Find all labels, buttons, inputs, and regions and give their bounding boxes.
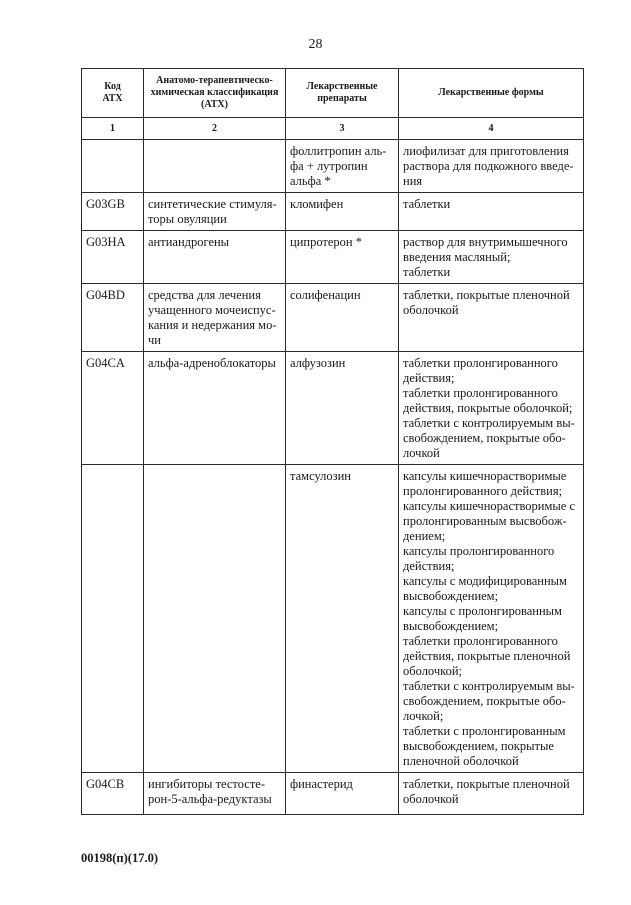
table-row [82,193,584,231]
header-dosage-forms: Лекарственные формы [399,69,584,118]
dosage-forms-cell: таблетки [399,193,584,231]
atc-classification-cell: синтетические стимуля- торы овуляции [144,193,286,231]
atc-classification-cell [144,465,286,773]
atc-classification-cell: средства для лечения учащенного мочеиспус- кания и недержания мо- чи [144,284,286,352]
dosage-forms-cell: раствор для внутримышечного введения масляный; таблетки [399,231,584,284]
drug-name-cell: алфузозин [286,352,399,465]
atc-code-cell: G04CB [82,773,144,815]
dosage-forms-cell: капсулы кишечнорастворимые пролонгированного действия; капсулы кишечнорастворимые с пролонгированным высвобож- дением; капсулы пролонгированного действия; капсулы с модифицированным высвобождением; капсулы с пролонгированным высвобождением; таблетки пролонгированного действия, покрытые пленочной оболочкой; таблетки с контролируемым вы- свобождением, покрытые обо- лочкой; таблетки с пролонгированным высвобождением, покрытые пленочной оболочкой [399,465,584,773]
atc-code-cell [82,140,144,193]
table-row [82,773,584,815]
table-row [82,465,584,773]
table-body [82,140,584,815]
document-code-footer: 00198(п)(17.0) [81,851,158,865]
dosage-forms-cell: таблетки, покрытые пленочной оболочкой [399,773,584,815]
atc-classification-cell [144,140,286,193]
drug-name-cell: солифенацин [286,284,399,352]
atc-table [81,68,584,815]
table-row [82,352,584,465]
atc-code-cell: G03HA [82,231,144,284]
drug-name-cell: тамсулозин [286,465,399,773]
atc-classification-cell: антиандрогены [144,231,286,284]
page-number: 28 [308,37,323,52]
atc-code-cell: G03GB [82,193,144,231]
column-number-row [82,118,584,140]
dosage-forms-cell: таблетки пролонгированного действия; таблетки пролонгированного действия, покрытые оболочкой; таблетки с контролируемым вы- свобождением, покрытые обо- лочкой [399,352,584,465]
drug-name-cell: кломифен [286,193,399,231]
dosage-forms-cell: лиофилизат для приготовления раствора для подкожного введе- ния [399,140,584,193]
header-atc-code: Код АТХ [82,69,144,118]
table-row [82,140,584,193]
column-number: 4 [399,118,584,140]
column-number: 1 [82,118,144,140]
table-row [82,231,584,284]
atc-classification-cell: ингибиторы тестосте- рон-5-альфа-редуктазы [144,773,286,815]
table-row [82,284,584,352]
column-number: 3 [286,118,399,140]
drug-name-cell: фоллитропин аль- фа + лутропин альфа * [286,140,399,193]
atc-code-cell [82,465,144,773]
atc-code-cell: G04CA [82,352,144,465]
header-row [82,69,584,118]
column-number: 2 [144,118,286,140]
dosage-forms-cell: таблетки, покрытые пленочной оболочкой [399,284,584,352]
header-drugs: Лекарственные препараты [286,69,399,118]
header-atc-classification: Анатомо-терапевтическо- химическая классификация (АТХ) [144,69,286,118]
drug-name-cell: ципротерон * [286,231,399,284]
drug-name-cell: финастерид [286,773,399,815]
atc-classification-cell: альфа-адреноблокаторы [144,352,286,465]
atc-code-cell: G04BD [82,284,144,352]
